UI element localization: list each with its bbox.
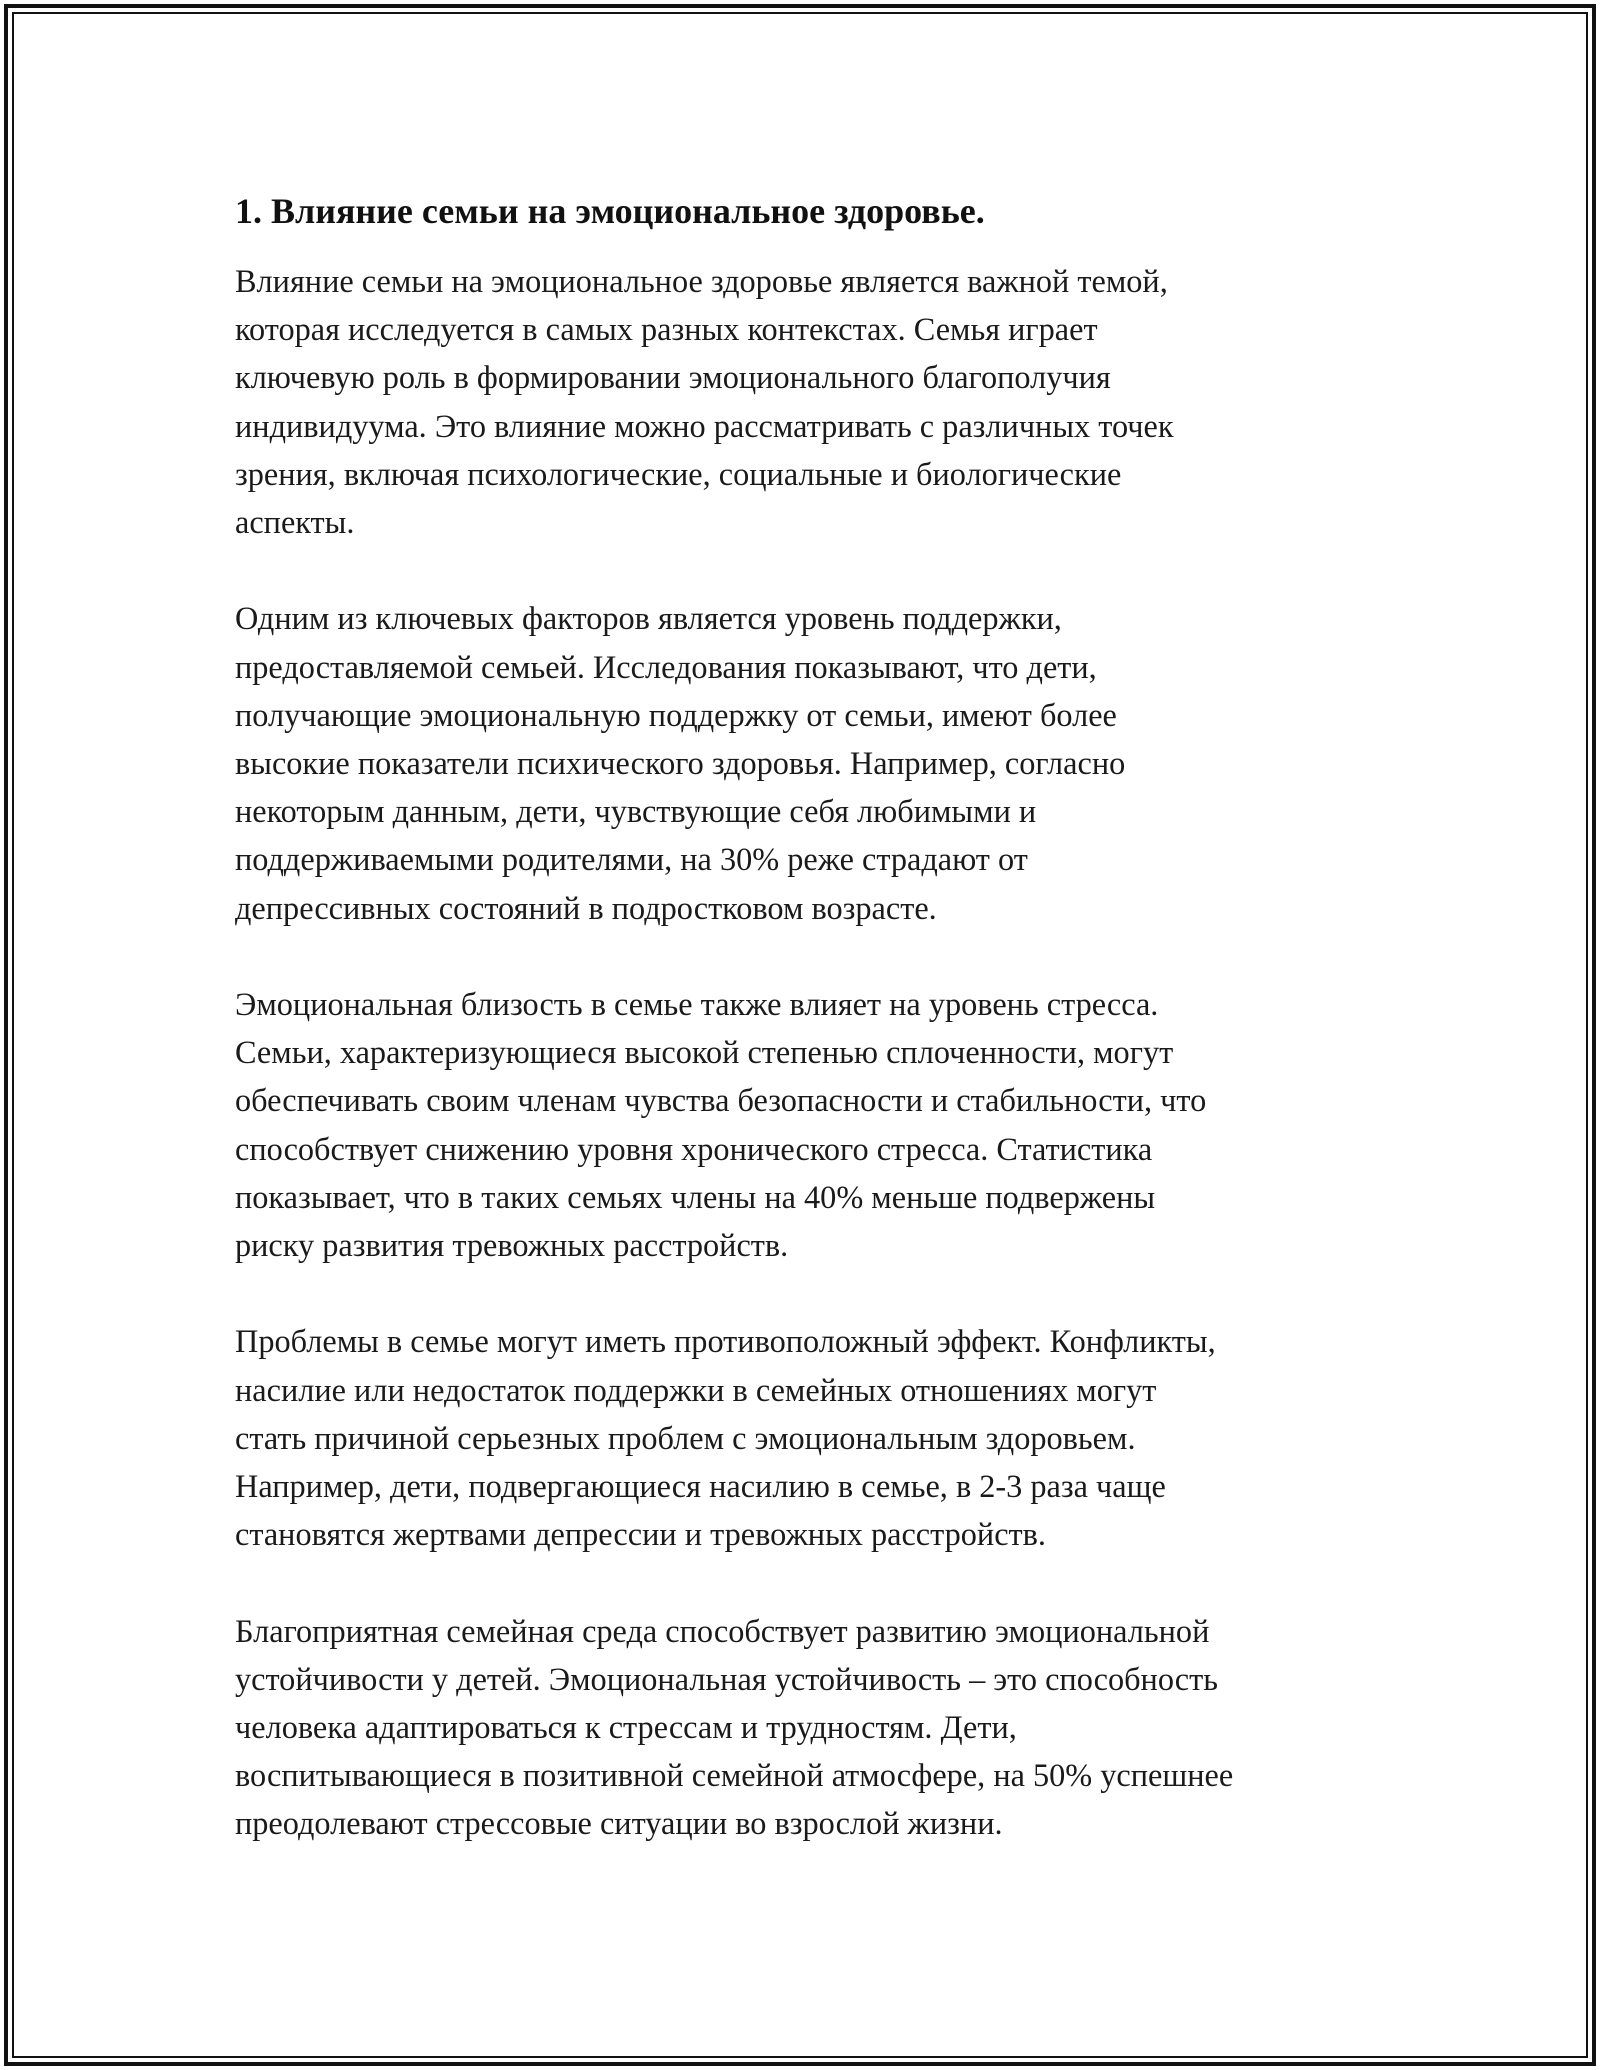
- paragraph-line: Проблемы в семье могут иметь противоположный эффект. Конфликты,: [235, 1323, 1216, 1360]
- paragraph-line: показывает, что в таких семьях члены на 40% меньше подвержены: [235, 1178, 1156, 1215]
- paragraph-line: индивидуума. Это влияние можно рассматривать с различных точек: [235, 407, 1174, 444]
- paragraph-line: устойчивости у детей. Эмоциональная устойчивость – это способность: [235, 1660, 1218, 1697]
- paragraph-3: [235, 980, 1375, 1269]
- paragraph-4: [235, 1317, 1375, 1558]
- paragraph-line: Благоприятная семейная среда способствует развитию эмоциональной: [235, 1612, 1210, 1649]
- paragraph-1: [235, 257, 1375, 546]
- paragraph-line: некоторым данным, дети, чувствующие себя любимыми и: [235, 793, 1037, 830]
- paragraph-line: ключевую роль в формировании эмоционального благополучия: [235, 359, 1111, 396]
- paragraph-2: [235, 594, 1375, 931]
- paragraph-line: Семьи, характеризующиеся высокой степенью сплоченности, могут: [235, 1034, 1174, 1071]
- section-heading: 1. Влияние семьи на эмоциональное здоровье.: [235, 191, 985, 231]
- paragraph-line: получающие эмоциональную поддержку от семьи, имеют более: [235, 696, 1117, 733]
- document-body: [235, 187, 1375, 1848]
- paragraph-line: депрессивных состояний в подростковом возрасте.: [235, 889, 937, 926]
- paragraph-line: обеспечивать своим членам чувства безопасности и стабильности, что: [235, 1082, 1207, 1119]
- paragraph-line: Одним из ключевых факторов является уровень поддержки,: [235, 600, 1062, 637]
- paragraph-line: аспекты.: [235, 504, 355, 541]
- paragraph-line: насилие или недостаток поддержки в семейных отношениях могут: [235, 1371, 1157, 1408]
- paragraph-line: высокие показатели психического здоровья. Например, согласно: [235, 745, 1126, 782]
- paragraph-line: Влияние семьи на эмоциональное здоровье является важной темой,: [235, 263, 1168, 299]
- paragraph-line: человека адаптироваться к стрессам и трудностям. Дети,: [235, 1709, 1017, 1746]
- paragraph-line: Например, дети, подвергающиеся насилию в семье, в 2-3 раза чаще: [235, 1468, 1166, 1505]
- paragraph-5: [235, 1607, 1375, 1848]
- paragraph-line: которая исследуется в самых разных контекстах. Семья играет: [235, 311, 1098, 348]
- paragraph-line: поддерживаемыми родителями, на 30% реже страдают от: [235, 841, 1028, 878]
- paragraph-line: предоставляемой семьей. Исследования показывают, что дети,: [235, 648, 1097, 685]
- paragraph-line: Эмоциональная близость в семье также влияет на уровень стресса.: [235, 986, 1159, 1023]
- paragraph-line: преодолевают стрессовые ситуации во взрослой жизни.: [235, 1805, 1003, 1842]
- paragraph-line: способствует снижению уровня хронического стресса. Статистика: [235, 1130, 1153, 1167]
- paragraph-line: зрения, включая психологические, социальные и биологические: [235, 455, 1122, 492]
- paragraph-line: становятся жертвами депрессии и тревожных расстройств.: [235, 1516, 1046, 1553]
- paragraph-line: воспитывающиеся в позитивной семейной атмосфере, на 50% успешнее: [235, 1757, 1234, 1794]
- paragraph-line: риску развития тревожных расстройств.: [235, 1227, 789, 1264]
- paragraph-line: стать причиной серьезных проблем с эмоциональным здоровьем.: [235, 1419, 1136, 1456]
